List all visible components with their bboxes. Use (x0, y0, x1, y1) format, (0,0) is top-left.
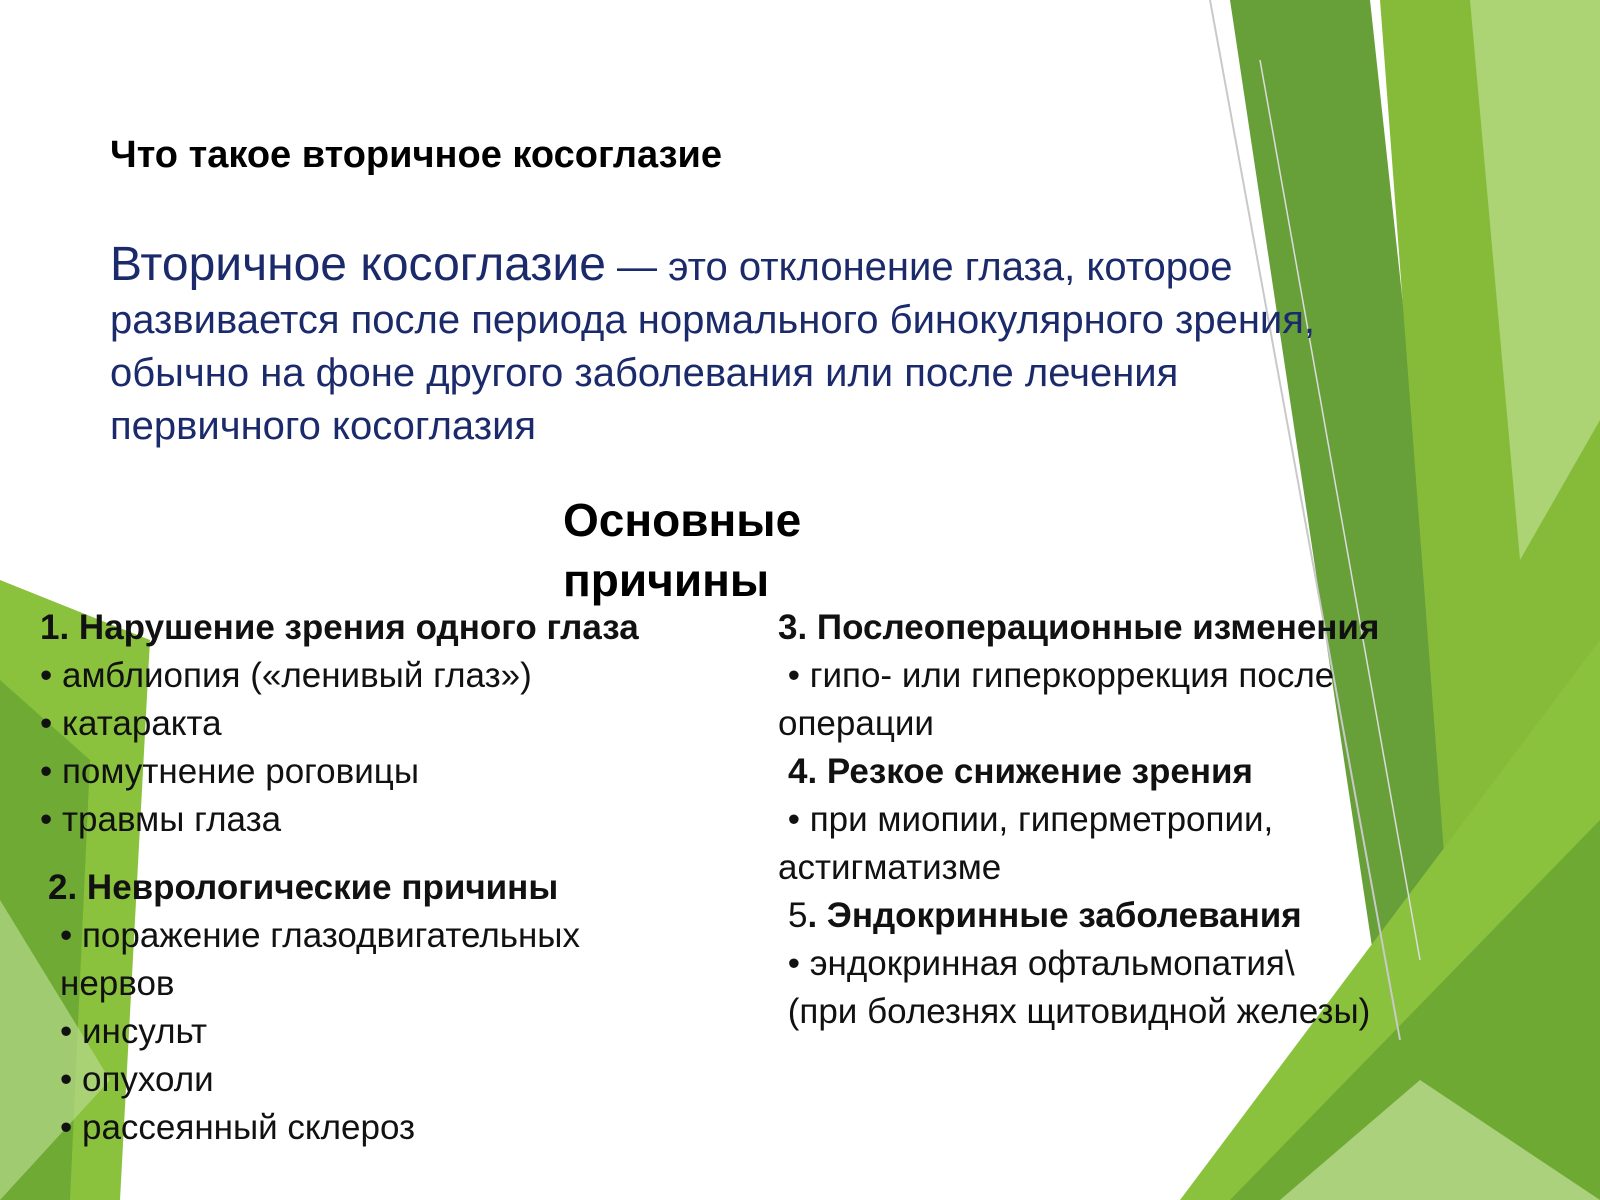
cause-5-number: 5 (788, 896, 808, 935)
definition-paragraph (110, 238, 1400, 453)
definition-text: — это отклонение глаза, которое развивается после периода нормального бинокулярного зрения, обычно на фоне другого заболевания или после лечения первичного косоглазия (110, 245, 1316, 448)
cause-3-title: 3. Послеоперационные изменения (778, 608, 1380, 647)
list-item: • травмы глаза (40, 800, 282, 839)
cause-4-title: 4. Резкое снижение зрения (788, 752, 1253, 791)
list-item-continuation: нервов (60, 964, 175, 1003)
causes-right-column (778, 604, 1379, 1036)
cause-5-title-text: . Эндокринные заболевания (807, 896, 1302, 935)
list-item: • при миопии, гиперметропии, (778, 800, 1274, 839)
list-item: • опухоли (60, 1060, 214, 1099)
list-item: • рассеянный склероз (60, 1108, 416, 1147)
list-item-continuation: (при болезнях щитовидной железы) (778, 992, 1371, 1031)
list-item: • поражение глазодвигательных (60, 916, 580, 955)
definition-term: Вторичное косоглазие (110, 238, 606, 291)
list-item-continuation: астигматизме (778, 848, 1002, 887)
causes-left-column (40, 604, 639, 1152)
list-item: • катаракта (40, 704, 222, 743)
cause-1-title: 1. Нарушение зрения одного глаза (40, 608, 639, 647)
list-item: • инсульт (60, 1012, 208, 1051)
slide-title: Что такое вторичное косоглазие (110, 134, 722, 176)
cause-2-title: 2. Неврологические причины (48, 868, 559, 907)
list-item: • амблиопия («ленивый глаз») (40, 656, 532, 695)
list-item: • гипо- или гиперкоррекция после (778, 656, 1335, 695)
cause-5-title (778, 892, 1379, 940)
section-heading: Основные причины (563, 494, 802, 606)
list-item: • эндокринная офтальмопатия\ (778, 944, 1295, 983)
list-item-continuation: операции (778, 704, 934, 743)
list-item: • помутнение роговицы (40, 752, 419, 791)
